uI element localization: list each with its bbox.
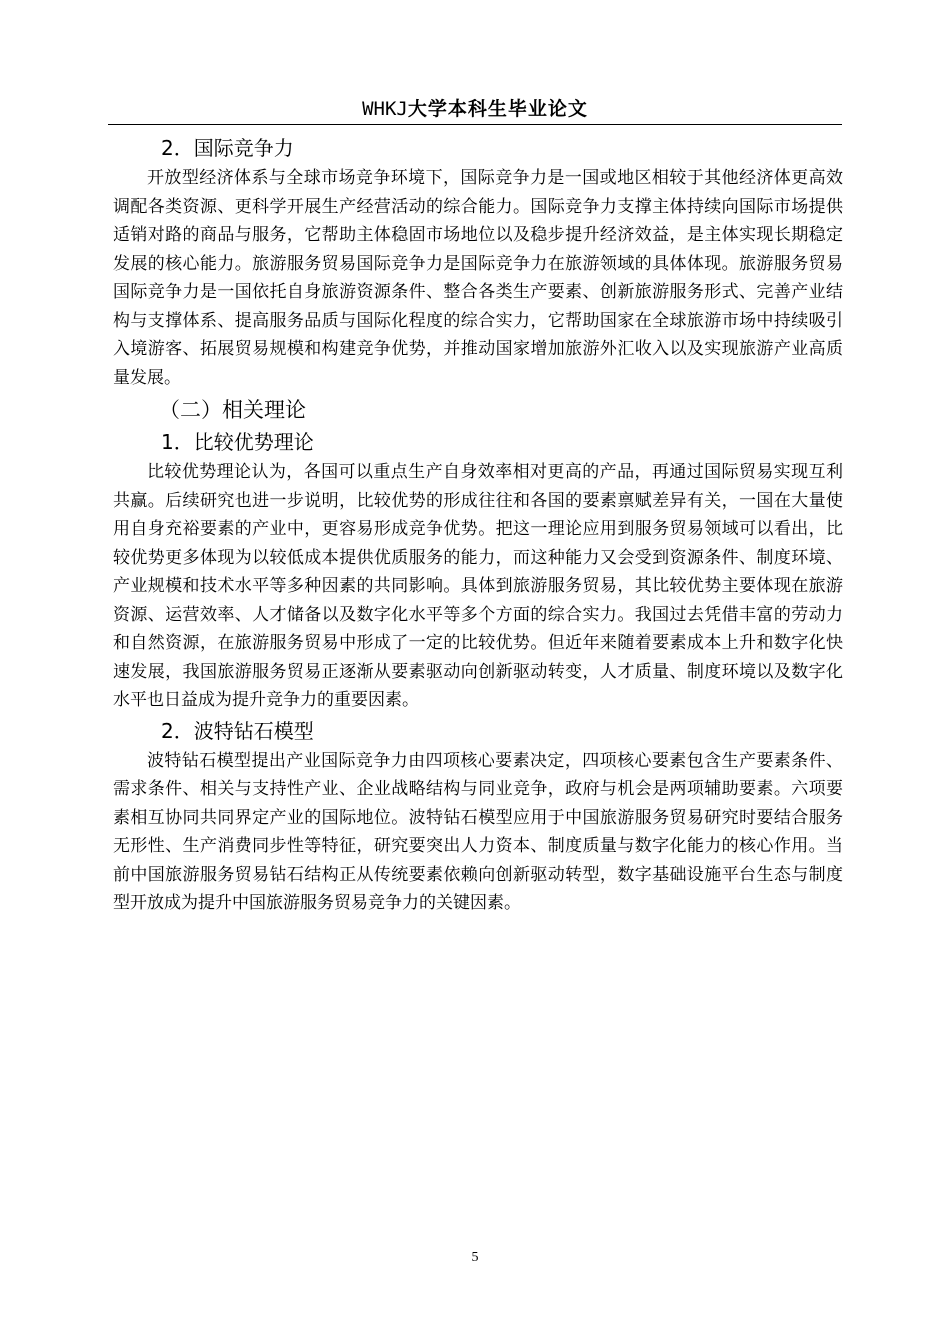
section-heading-comparative-advantage: 1．比较优势理论: [161, 430, 314, 454]
section-heading-related-theories: （二）相关理论: [159, 398, 306, 422]
section-heading-porter-diamond: 2．波特钻石模型: [161, 718, 314, 743]
header-prefix: WHKJ: [362, 98, 408, 120]
paragraph-porter-diamond: 波特钻石模型提出产业国际竞争力由四项核心要素决定，四项核心要素包含生产要素条件、需求条件、相关与支持性产业、企业战略结构与同业竞争，政府与机会是两项辅助要素。六项要素相互协同共同界定产业的国际地位。波特钻石模型应用于中国旅游服务贸易研究时要结合服务无形性、生产消费同步性等特征，研究要突出人力资本、制度质量与数字化能力的核心作用。当前中国旅游服务贸易钻石结构正从传统要素依赖向创新驱动转型，数字基础设施平台生态与制度型开放成为提升中国旅游服务贸易竞争力的关键因素。: [113, 750, 843, 913]
document-body: [113, 132, 843, 918]
paragraph-comparative-advantage: 比较优势理论认为，各国可以重点生产自身效率相对更高的产品，再通过国际贸易实现互利共赢。后续研究也进一步说明，比较优势的形成往往和各国的要素禀赋差异有关，一国在大量使用自身充裕要素的产业中，更容易形成竞争优势。把这一理论应用到服务贸易领域可以看出，比较优势更多体现为以较低成本提供优质服务的能力，而这种能力又会受到资源条件、制度环境、产业规模和技术水平等多种因素的共同影响。具体到旅游服务贸易，其比较优势主要体现在旅游资源、运营效率、人才储备以及数字化水平等多个方面的综合实力。我国过去凭借丰富的劳动力和自然资源，在旅游服务贸易中形成了一定的比较优势。但近年来随着要素成本上升和数字化快速发展，我国旅游服务贸易正逐渐从要素驱动向创新驱动转变，人才质量、制度环境以及数字化水平也日益成为提升竞争力的重要因素。: [113, 462, 843, 710]
header-title: 大学本科生毕业论文: [407, 98, 588, 120]
page-number: 5: [471, 1250, 479, 1265]
header-divider: [108, 124, 842, 125]
section-heading-international-competitiveness: 2．国际竞争力: [161, 136, 294, 160]
page-header: [108, 96, 842, 122]
paragraph-international-competitiveness: 开放型经济体系与全球市场竞争环境下，国际竞争力是一国或地区相较于其他经济体更高效调配各类资源、更科学开展生产经营活动的综合能力。国际竞争力支撑主体持续向国际市场提供适销对路的商品与服务，它帮助主体稳固市场地位以及稳步提升经济效益，是主体实现长期稳定发展的核心能力。旅游服务贸易国际竞争力是国际竞争力在旅游领域的具体体现。旅游服务贸易国际竞争力是一国依托自身旅游资源条件、整合各类生产要素、创新旅游服务形式、完善产业结构与支撑体系、提高服务品质与国际化程度的综合实力，它帮助国家在全球旅游市场中持续吸引入境游客、拓展贸易规模和构建竞争优势，并推动国家增加旅游外汇收入以及实现旅游产业高质量发展。: [113, 168, 843, 388]
